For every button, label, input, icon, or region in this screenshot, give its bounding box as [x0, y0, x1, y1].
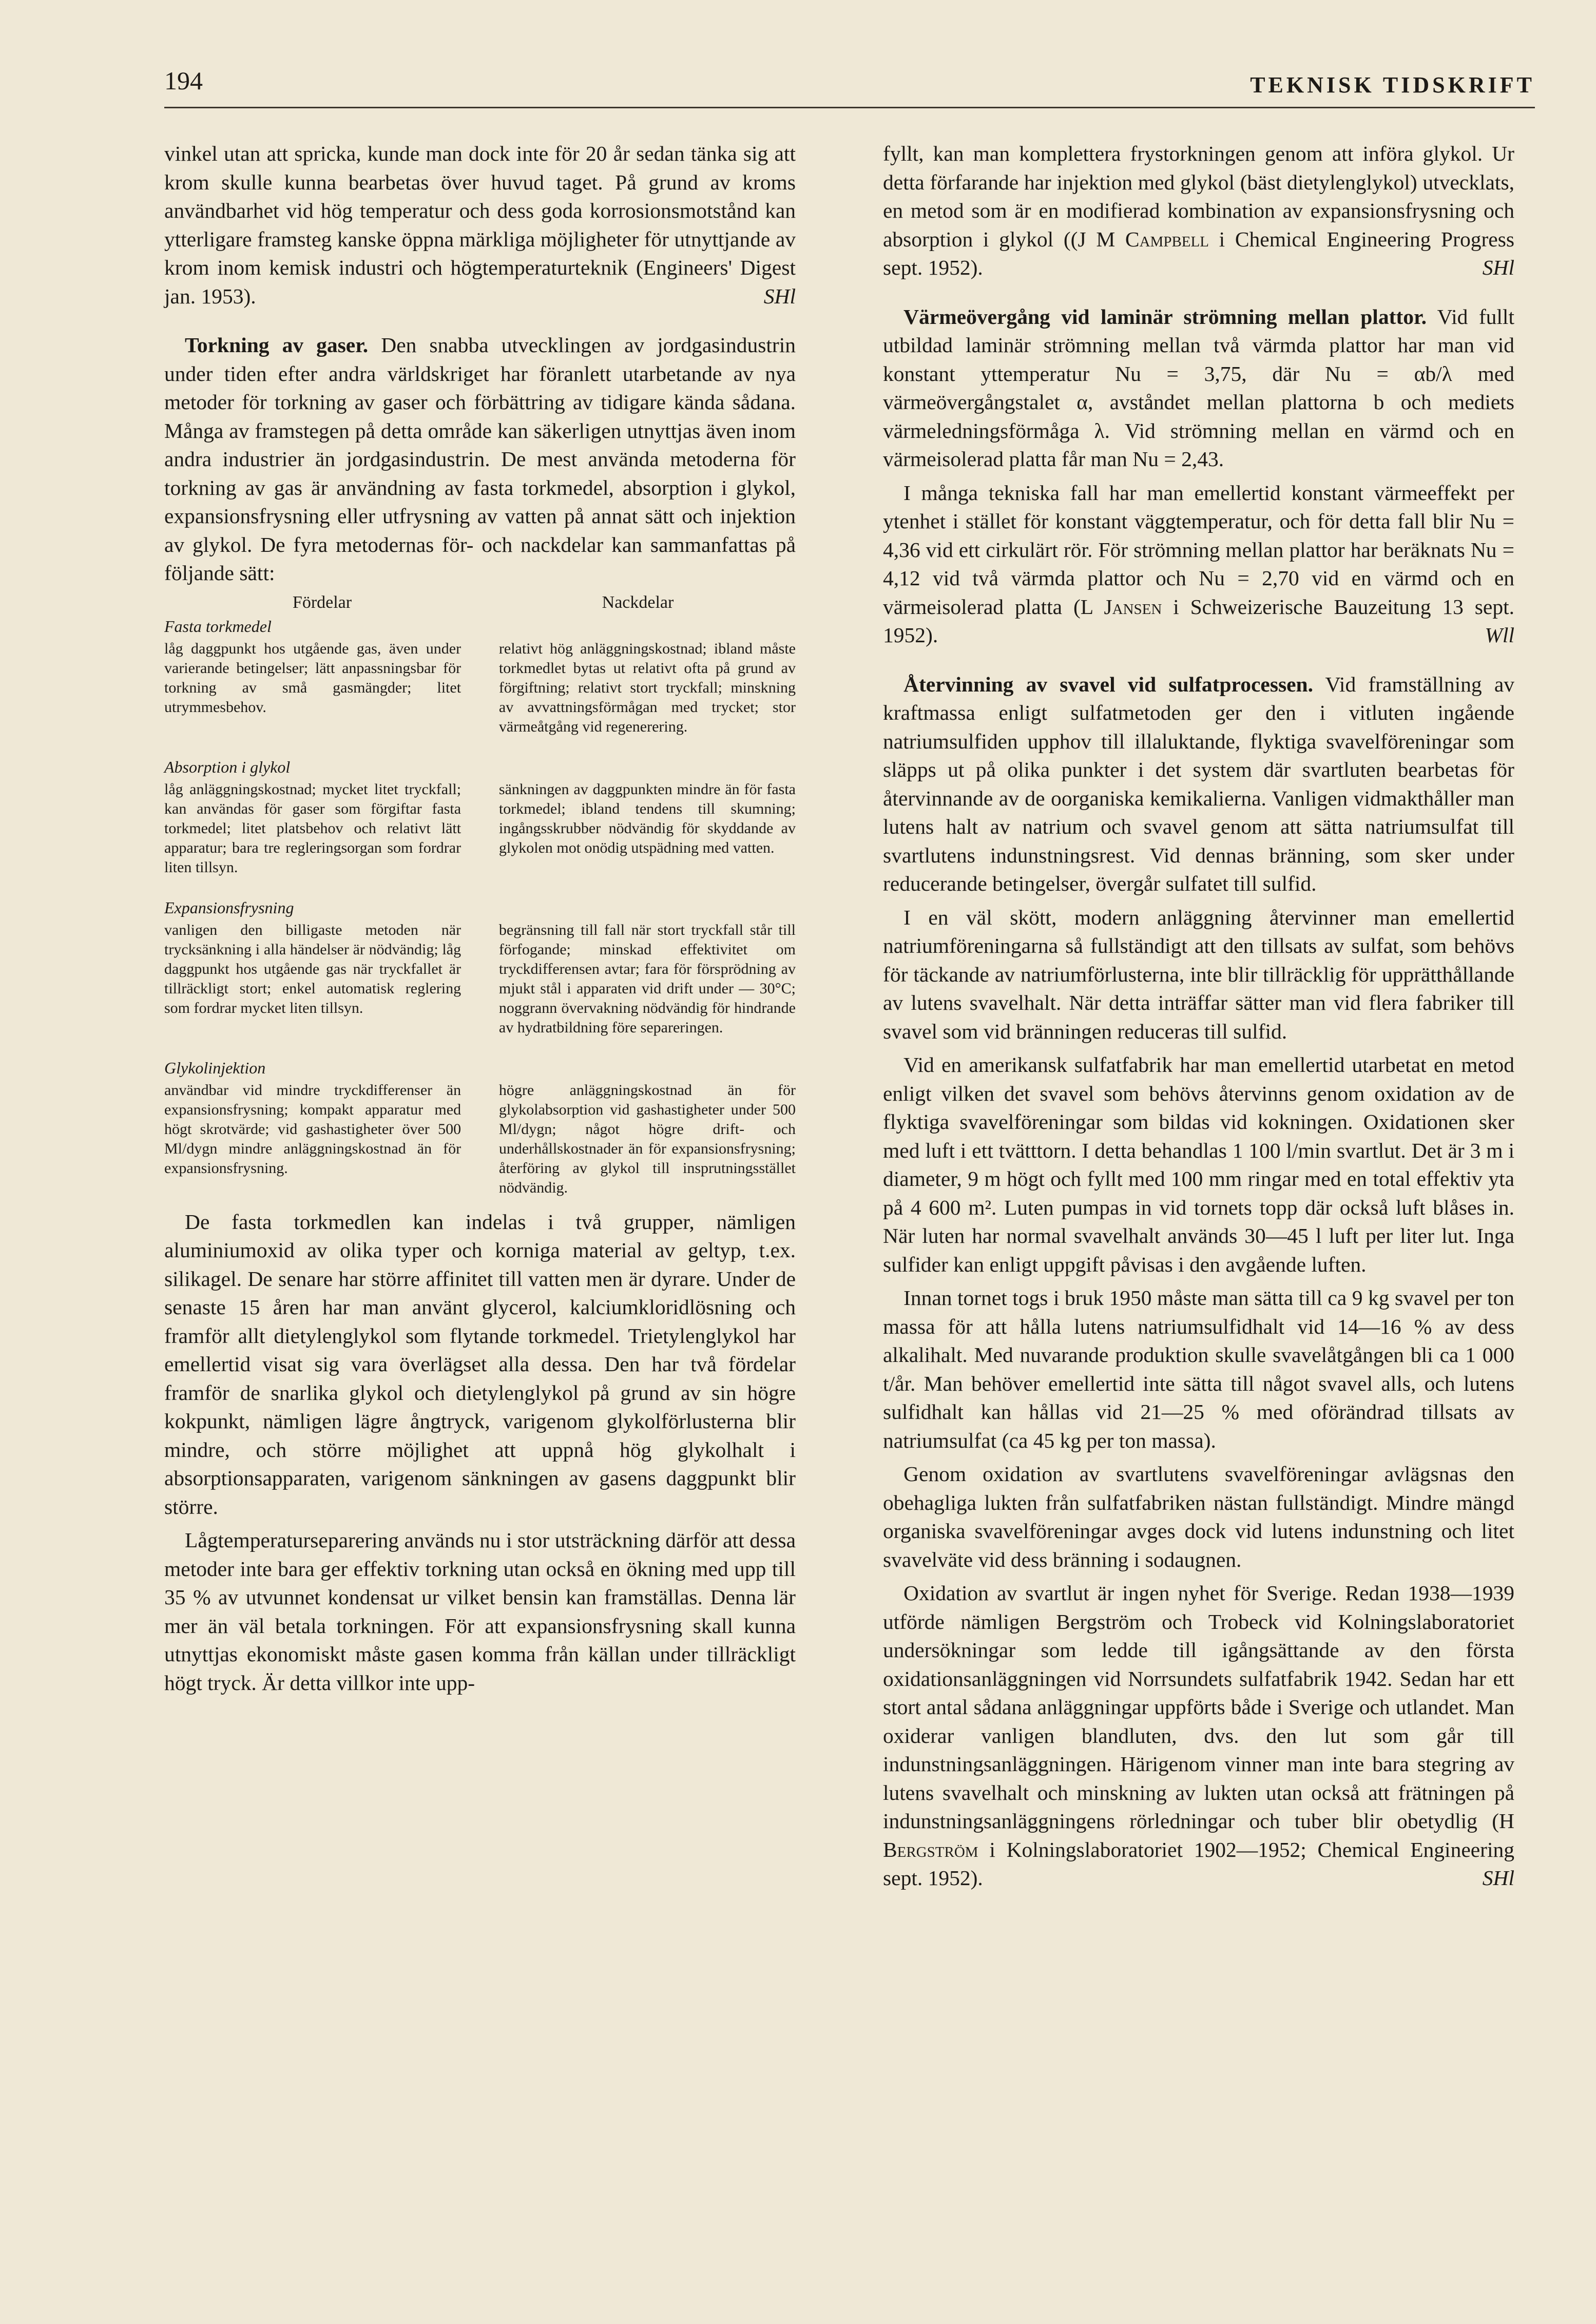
body-paragraph: Oxidation av svartlut är ingen nyhet för Sverige. Redan 1938—1939 utförde nämligen Bergström och Trobeck vid Kolningslaboratoriet undersökningar som ledde till igångsättande av den första oxidationsanläggningen vid Norrsundets sulfatfabrik 1942. Sedan har ett stort antal sådana anläggningar uppförts både i Sverige och utlandet. Man oxiderar vanligen blandluten, dvs. den lut som går till indunstningsanläggningen. Härigenom vinner man inte bara stegring av lutens svavelhalt och minskning av lukten utan också att frätningen på indunstningsanläggningens rörledningar och tuber blir obetydlig (H Bergström i Kolningslaboratoriet 1902—1952; Chemical Engineering sept. 1952). SHl [883, 1579, 1514, 1893]
column-header-advantages: Fördelar [292, 592, 352, 612]
right-column [883, 140, 1514, 1898]
table-row [164, 920, 796, 1038]
left-column [164, 140, 796, 1702]
advantages-cell: användbar vid mindre tryckdifferenser än expansionsfrysning; kompakt apparatur med högt skrotvärde; vid gashastigheter över 500 Ml/dygn mindre anläggningskostnad än för expansionsfrysning. [164, 1081, 462, 1177]
column-header-disadvantages: Nackdelar [602, 592, 674, 612]
chrome-article-end: vinkel utan att spricka, kunde man dock inte för 20 år sedan tänka sig att krom skulle kunna bearbetas över huvud taget. På grund av kroms användbarhet vid hög temperatur och dess goda korrosionsmotstånd kan ytterligare framsteg kanske öppna märkliga möjligheter för utnyttjande av krom inom kemisk industri och högtemperaturteknik (Engineers' Digest jan. 1953). SHl [164, 140, 796, 311]
disadvantages-cell: högre anläggningskostnad än för glykolabsorption vid gashastigheter under 500 Ml/dygn; något högre drift- och underhållskostnader än för expansionsfrysning; återföring av glykol till insprutningsstället nödvändig. [498, 1081, 796, 1196]
disadvantages-cell: relativt hög anläggningskostnad; ibland måste torkmedlet bytas ut relativt ofta på grund av förgiftning; relativt stort tryckfall; minskning av avvattningsförmågan med trycket; stor värmeåtgång vid regenerering. [498, 640, 796, 735]
table-category: Fasta torkmedel [164, 617, 272, 636]
table-category: Glykolinjektion [164, 1058, 266, 1077]
page-header [164, 61, 1535, 107]
journal-title: TEKNISK TIDSKRIFT [1250, 72, 1535, 98]
body-paragraph: I många tekniska fall har man emellertid konstant värmeeffekt per ytenhet i stället för konstant väggtemperatur, och för detta fall blir Nu = 4,36 vid ett cirkulärt rör. För strömning mellan plattor har beräknats Nu = 4,12 vid två värmda plattor och Nu = 2,70 vid en värmd och en värmeisolerad platta (L Jansen i Schweizerische Bauzeitung 13 sept. 1952). Wll [883, 479, 1514, 650]
table-row [164, 1081, 796, 1198]
body-paragraph: Lågtemperaturseparering används nu i stor utsträckning därför att dessa metoder inte bara ger effektiv torkning utan också en ökning med upp till 35 % av utvunnet kondensat ur vilket bensin kan framställas. Denna lär mer än väl betala torkningen. För att expansionsfrysning skall kunna utnyttjas ekonomiskt måste gasen komma från källan under tillräckligt högt tryck. Är detta villkor inte upp- [164, 1528, 796, 1695]
body-paragraph: De fasta torkmedlen kan indelas i två grupper, nämligen aluminiumoxid av olika typer och korniga material av geltyp, t.ex. silikagel. De senare har större affinitet till vatten men är dyrare. Under de senaste 15 åren har man använt glycerol, kalciumkloridlösning och framför allt dietylenglykol som flytande torkmedel. Trietylenglykol har emellertid visat sig vara överlägset alla dessa. Den har två fördelar framför de snarlika glykol och dietylenglykol på grund av sin högre kokpunkt, nämligen lägre ångtryck, varigenom glykolförlusterna blir mindre, och större möjlighet att uppnå hög glykolhalt i absorptionsapparaten, varigenom sänkningen av gasens daggpunkt blir större. [164, 1209, 796, 1519]
disadvantages-cell: sänkningen av daggpunkten mindre än för fasta torkmedel; ibland tendens till skumning; ingångsskrubber nödvändig för skyddande av glykolen mot onödig utspädning med vatten. [498, 780, 796, 856]
body-paragraph: I en väl skött, modern anläggning återvinner man emellertid natriumföreningarna så fullständigt att den tillsats av sulfat, som behövs för täckande av natriumförlusterna, inte blir tillräcklig för upprätthållande av lutens svavelhalt. När detta inträffar sätter man vid flera fabriker till svavel som vid bränningen reduceras till sulfid. [883, 905, 1514, 1043]
signature: SHl [1482, 1866, 1514, 1890]
section-heading: Värmeövergång vid laminär strömning mellan plattor. [903, 304, 1427, 329]
advantages-cell: vanligen den billigaste metoden när trycksänkning i alla händelser är nödvändig; låg daggpunkt hos utgående gas när tryckfallet är tillräckligt stort; enkel automatisk reglering som fordrar mycket liten tillsyn. [164, 921, 462, 1016]
sulfur-recovery-paragraph: Återvinning av svavel vid sulfatprocessen. Vid framställning av kraftmassa enligt sulfatmetoden ger den i vitluten ingående natriumsulfiden upphov till illaluktande, flyktiga svavelföreningar som släpps ut på olika punkter i det system där svartluten bearbetas för återvinnande av de oorganiska kemikalierna. Vanligen vidmakthåller man lutens halt av natrium och svavel genom att sätta natriumsulfat till svartlutens indunstningsrest. Vid dennas bränning, som sker under reducerande betingelser, övergår sulfatet till sulfid. [883, 672, 1514, 895]
author-name: Jansen [1104, 594, 1162, 619]
body-paragraph: Innan tornet togs i bruk 1950 måste man sätta till ca 9 kg svavel per ton massa för att hålla lutens natriumsulfidhalt vid 14—16 % av dess alkalihalt. Med nuvarande produktion skulle svavelåtgången bli ca 1 000 t/år. Man behöver emellertid inte sätta till något svavel alls, och lutens sulfidhalt kan hållas vid 21—25 % med oförändrad tillsats av natriumsulfat (ca 45 kg per ton massa). [883, 1286, 1514, 1452]
table-category: Expansionsfrysning [164, 898, 294, 917]
advantages-cell: låg anläggningskostnad; mycket litet tryckfall; kan användas för gaser som förgiftar fasta torkmedel; litet platsbehov och relativt lätt apparatur; bara tre regleringsorgan som fordrar liten tillsyn. [164, 780, 462, 876]
author-name: Bergström [883, 1837, 978, 1861]
table-category: Absorption i glykol [164, 757, 291, 776]
body-paragraph: Vid en amerikansk sulfatfabrik har man emellertid utarbetat en metod enligt vilken det svavel som behövs återvinns genom oxidation av de flyktiga svavelföreningar som bildas vid kokningen. Oxidationen sker med luft i ett tvätttorn. I detta behandlas 1 100 l/min svartlut. Det är 3 m i diameter, 9 m högt och fyllt med 100 mm ringar med en total effektiv yta på 4 600 m². Luten pumpas in vid tornets topp där också luft blåses in. När luten har normal svavelhalt används 30—45 l luft per liter lut. Inga sulfider kan enligt uppgift påvisas i den avgående luften. [883, 1053, 1514, 1276]
table-row [164, 780, 796, 877]
author-name: Campbell [1125, 227, 1209, 251]
table-row [164, 639, 796, 737]
gas-drying-paragraph: Torkning av gaser. Den snabba utvecklingen av jordgasindustrin under tiden efter andra världskriget har föranlett utarbetande av nya metoder för torkning av gaser och förbättring av tidigare kända sådana. Många av framstegen på detta område kan säkerligen utnyttjas även inom andra industrier än jordgasindustrin. De mest använda metoderna för torkning av gas är användning av fasta torkmedel, absorption i glykol, expansionsfrysning eller utfrysning av vatten på annat sätt och injektion av glykol. De fyra metodernas för- och nackdelar kan sammanfattas på följande sätt: [164, 333, 796, 585]
signature: Wll [1485, 623, 1514, 647]
disadvantages-cell: begränsning till fall när stort tryckfall står till förfogande; minskad effektivitet om tryckdifferensen avtar; fara för försprödning av mjukt stål i apparaten vid drift under — 30°C; noggrann övervakning nödvändig för hindrande av hydratbildning före separeringen. [498, 921, 796, 1036]
body-paragraph: Genom oxidation av svartlutens svavelföreningar avlägsnas den obehagliga lukten från sulfatfabriken nästan fullständigt. Mindre mängd organiska svavelföreningar avges dock vid lutens indunstning och litet svavelväte vid dess bränning i sodaugnen. [883, 1462, 1514, 1571]
heat-transfer-paragraph: Värmeövergång vid laminär strömning mellan plattor. Vid fullt utbildad laminär strömning mellan två värmda plattor har man vid konstant yttemperatur Nu = 3,75, där Nu = αb/λ med värmeövergångstalet α, avståndet mellan plattorna b och mediets värmeledningsförmåga λ. Vid strömning mellan en värmd och en värmeisolerad platta får man Nu = 2,43. [883, 304, 1514, 471]
comparison-table [164, 593, 796, 1198]
table-header-row [164, 593, 796, 612]
signature: SHl [763, 284, 796, 308]
signature: SHl [1482, 256, 1514, 279]
page-number: 194 [164, 66, 203, 95]
advantages-cell: låg daggpunkt hos utgående gas, även under varierande betingelser; lätt anpassningsbar för torkning av små gasmängder; litet utrymmesbehov. [164, 640, 462, 716]
section-heading: Torkning av gaser. [185, 333, 369, 357]
body-paragraph: fyllt, kan man komplettera frystorkningen genom att införa glykol. Ur detta förfarande har injektion med glykol (bäst dietylenglykol) utvecklats, en metod som är en modifierad kombination av expansionsfrysning och absorption i glykol ((J M Campbell i Chemical Engineering Progress sept. 1952). SHl [883, 140, 1514, 282]
header-rule [164, 107, 1535, 108]
section-heading: Återvinning av svavel vid sulfatprocessen. [903, 672, 1313, 696]
